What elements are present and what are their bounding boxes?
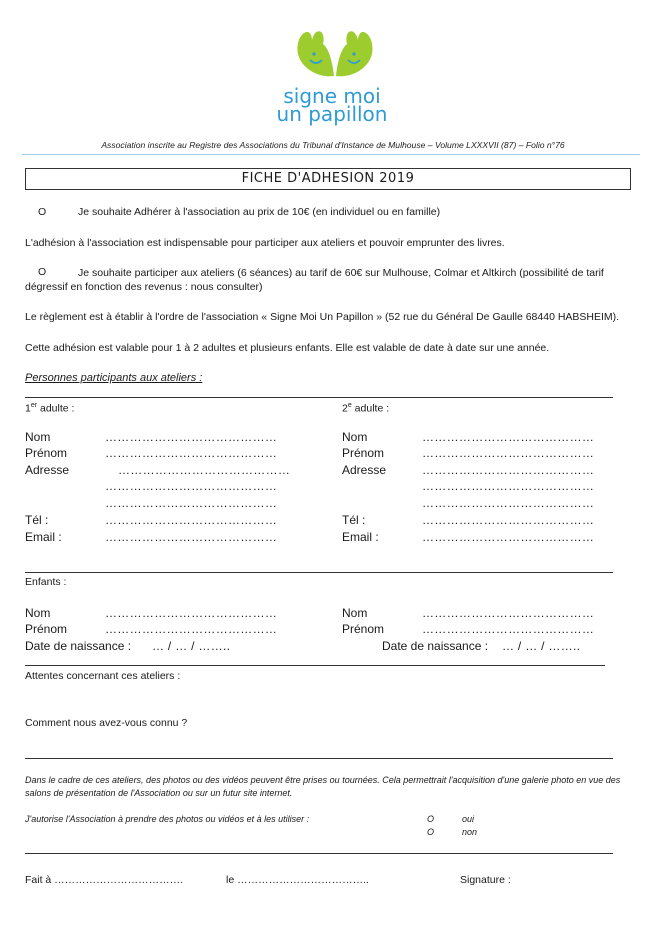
adult2-nom-label: Nom bbox=[342, 430, 368, 444]
signature-label: Signature : bbox=[460, 874, 511, 886]
child2-birthdate-label: Date de naissance : bbox=[382, 639, 489, 653]
adult2-email-label: Email : bbox=[342, 530, 379, 544]
adult2-tel-field[interactable]: …………………………………… bbox=[422, 513, 595, 527]
page-title: FICHE D'ADHESION 2019 bbox=[25, 168, 631, 190]
membership-required-text: L'adhésion à l'association est indispensable pour participer aux ateliers et pouvoir emprunter des livres. bbox=[25, 237, 505, 249]
consent-non-label: non bbox=[462, 827, 478, 837]
child1-prenom-field[interactable]: …………………………………… bbox=[105, 622, 278, 636]
adult2-email-field[interactable]: …………………………………… bbox=[422, 530, 595, 544]
adult2-adresse-field-2[interactable]: …………………………………… bbox=[422, 479, 595, 493]
adult2-heading: 2e adulte : bbox=[342, 402, 390, 415]
participants-heading: Personnes participants aux ateliers : bbox=[25, 372, 203, 384]
adult1-nom-field[interactable]: …………………………………… bbox=[105, 430, 278, 444]
divider-3 bbox=[25, 665, 605, 666]
option2-text: Je souhaite participer aux ateliers (6 séances) au tarif de 60€ sur Mulhouse, Colmar et Altkirch (possibilité de tarif dégressif en fonction des revenus : nous consulter) bbox=[25, 267, 604, 293]
adult1-adresse-field-1[interactable]: …………………………………… bbox=[118, 463, 291, 477]
consent-oui-label: oui bbox=[462, 814, 475, 824]
payment-instructions: Le règlement est à établir à l'ordre de l'association « Signe Moi Un Papillon » (52 rue du Général De Gaulle 68440 HABSHEIM). bbox=[25, 311, 620, 323]
adult1-adresse-field-2[interactable]: …………………………………… bbox=[105, 479, 278, 493]
adult1-email-label: Email : bbox=[25, 530, 62, 544]
date-field[interactable]: le ……………………………….. bbox=[226, 874, 369, 886]
option2-checkbox[interactable]: O bbox=[38, 266, 47, 278]
adult1-adresse-label: Adresse bbox=[25, 463, 70, 477]
child1-birthdate-field[interactable]: … / … / …….. bbox=[152, 639, 231, 653]
validity-text: Cette adhésion est valable pour 1 à 2 adultes et plusieurs enfants. Elle est valable de date à date sur une année. bbox=[25, 342, 550, 354]
header-divider bbox=[22, 154, 640, 155]
adult1-email-field[interactable]: …………………………………… bbox=[105, 530, 278, 544]
divider-1 bbox=[25, 397, 613, 398]
child1-birthdate-label: Date de naissance : bbox=[25, 639, 132, 653]
divider-2 bbox=[25, 572, 613, 573]
referral-label: Comment nous avez-vous connu ? bbox=[25, 717, 188, 729]
adult1-heading: 1er adulte : bbox=[25, 402, 75, 415]
child2-birthdate-field[interactable]: … / … / …….. bbox=[502, 639, 581, 653]
adult2-nom-field[interactable]: …………………………………… bbox=[422, 430, 595, 444]
adult2-adresse-field-1[interactable]: …………………………………… bbox=[422, 463, 595, 477]
child2-prenom-label: Prénom bbox=[342, 622, 385, 636]
adult2-adresse-field-3[interactable]: …………………………………… bbox=[422, 496, 595, 510]
child1-prenom-label: Prénom bbox=[25, 622, 68, 636]
child2-prenom-field[interactable]: …………………………………… bbox=[422, 622, 595, 636]
photo-notice: Dans le cadre de ces ateliers, des photos ou des vidéos peuvent être prises ou tournées. Cela permettrait l'acquisition d'une galerie photo en vue des salons de présentation de l'Association ou sur un futur site internet. bbox=[25, 775, 621, 798]
butterfly-hands-icon bbox=[290, 28, 380, 80]
divider-5 bbox=[25, 853, 613, 854]
adult2-prenom-field[interactable]: …………………………………… bbox=[422, 446, 595, 460]
child1-nom-label: Nom bbox=[25, 606, 51, 620]
place-field[interactable]: Fait à ………………………………. bbox=[25, 874, 184, 886]
adult1-prenom-label: Prénom bbox=[25, 446, 68, 460]
association-registration: Association inscrite au Registre des Associations du Tribunal d'Instance de Mulhouse – Volume LXXXVII (87) – Folio n°76 bbox=[101, 140, 565, 150]
child2-nom-field[interactable]: …………………………………… bbox=[422, 606, 595, 620]
expectations-label: Attentes concernant ces ateliers : bbox=[25, 670, 181, 682]
brand-line-1: signe moi bbox=[283, 84, 381, 108]
option1-text: Je souhaite Adhérer à l'association au prix de 10€ (en individuel ou en famille) bbox=[78, 206, 441, 218]
adult2-adresse-label: Adresse bbox=[342, 463, 387, 477]
divider-4 bbox=[25, 758, 613, 759]
consent-oui-radio[interactable]: O bbox=[427, 814, 435, 824]
consent-non-radio[interactable]: O bbox=[427, 827, 435, 837]
adult1-adresse-field-3[interactable]: …………………………………… bbox=[105, 496, 278, 510]
adult1-tel-label: Tél : bbox=[25, 513, 49, 527]
adult2-prenom-label: Prénom bbox=[342, 446, 385, 460]
brand-line-2: un papillon bbox=[276, 102, 388, 126]
adult1-tel-field[interactable]: …………………………………… bbox=[105, 513, 278, 527]
photo-consent-label: J'autorise l'Association à prendre des photos ou vidéos et à les utiliser : bbox=[25, 814, 310, 824]
child1-nom-field[interactable]: …………………………………… bbox=[105, 606, 278, 620]
adult1-nom-label: Nom bbox=[25, 430, 51, 444]
children-heading: Enfants : bbox=[25, 576, 67, 588]
adult2-tel-label: Tél : bbox=[342, 513, 366, 527]
adult1-prenom-field[interactable]: …………………………………… bbox=[105, 446, 278, 460]
child2-nom-label: Nom bbox=[342, 606, 368, 620]
option1-checkbox[interactable]: O bbox=[38, 206, 47, 218]
